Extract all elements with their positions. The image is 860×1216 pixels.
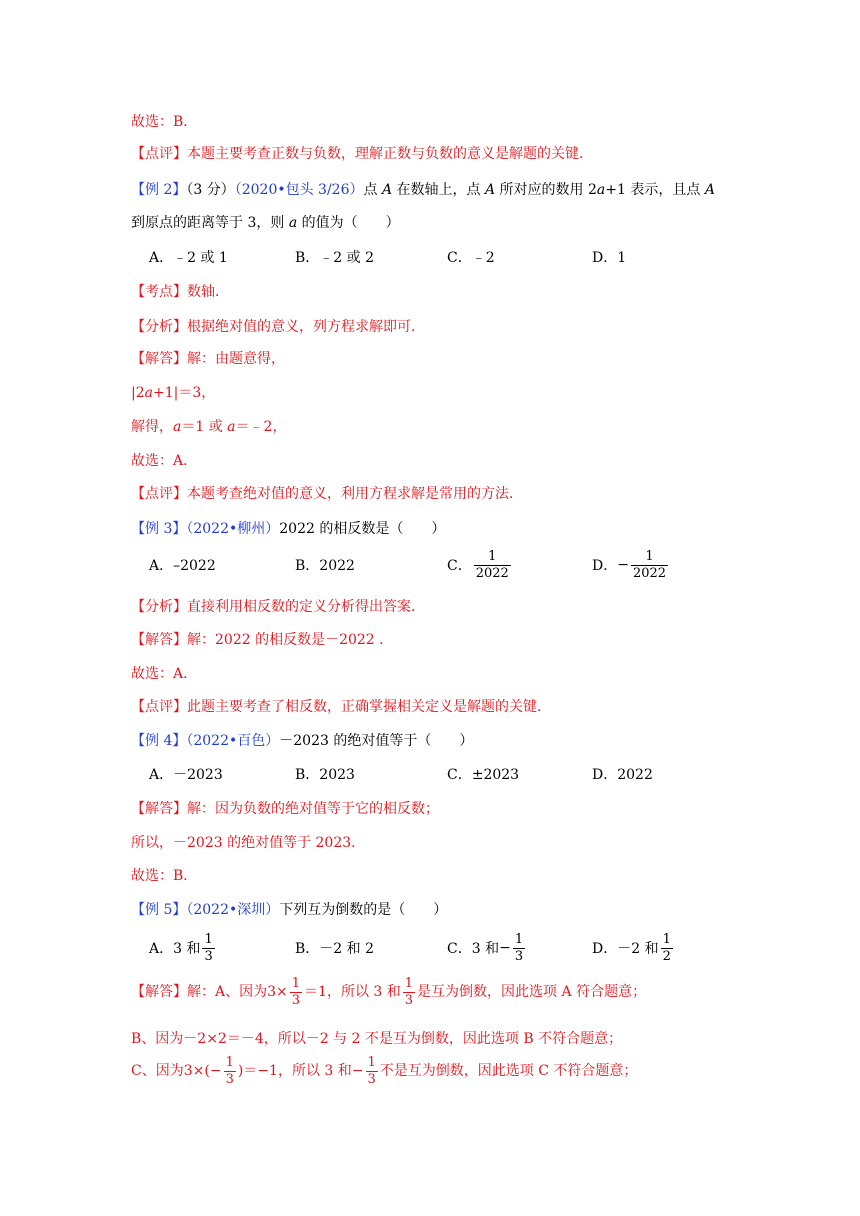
question-text: +1 表示，且点 <box>605 182 705 198</box>
source-label: 2020•包头 3/26 <box>241 182 350 198</box>
variable: A <box>704 182 715 198</box>
fenxi-text: 根据绝对值的意义，列方程求解即可． <box>187 319 425 335</box>
solution-text: 解：A、因为 <box>187 984 268 1000</box>
source-close: ） <box>265 521 280 537</box>
denominator: 3 <box>514 948 524 964</box>
fraction <box>403 976 415 1009</box>
comment-tag: 【点评】 <box>131 146 187 162</box>
question-text: 所对应的数用 2 <box>495 182 597 198</box>
numerator: 1 <box>291 975 301 991</box>
question-text: 到原点的距离等于 3，则 <box>131 215 289 231</box>
example-4-question <box>131 732 473 750</box>
comment-text: 本题主要考查正数与负数，理解正数与负数的意义是解题的关键． <box>187 146 593 162</box>
fraction <box>366 1055 378 1088</box>
question-text: 点 <box>363 182 382 198</box>
jieda-text: 解：2022 的相反数是－2022 ． <box>187 632 394 648</box>
solve-text: ＝﹣2， <box>235 419 287 435</box>
kaodian-tag: 【考点】 <box>131 284 187 300</box>
denominator: 3 <box>204 948 213 964</box>
fenxi-line <box>131 598 425 616</box>
source-open: （ <box>186 521 194 537</box>
numerator: 1 <box>514 931 524 947</box>
option-c: C．±2023 <box>447 767 520 783</box>
option-b: B．﹣2 或 2 <box>295 250 375 266</box>
solution-line: 所以，－2023 的绝对值等于 2023． <box>131 835 366 851</box>
numerator: 1 <box>367 1054 376 1070</box>
dianping-line <box>131 485 523 503</box>
dianping-text: 此题主要考查了相反数，正确掌握相关定义是解题的关键． <box>187 699 551 715</box>
fenxi-tag: 【分析】 <box>131 599 187 615</box>
jieda-text: 解：因为负数的绝对值等于它的相反数； <box>187 801 439 817</box>
source-label: 2022•柳州 <box>193 521 266 537</box>
solution-c-line <box>131 1051 637 1091</box>
variable: a <box>173 419 182 435</box>
fenxi-text: 直接利用相反数的定义分析得出答案． <box>187 599 425 615</box>
solve-text: 解得， <box>131 419 173 435</box>
denominator: 2 <box>662 948 671 964</box>
math-text: ＝1 <box>304 984 327 1000</box>
option-label: A．3 和 <box>149 941 201 957</box>
variable: a <box>144 385 153 401</box>
kaodian-line <box>131 283 229 301</box>
option-c: C．﹣2 <box>447 250 495 266</box>
source-label: 2022•深圳 <box>193 902 266 918</box>
option-d: D．2022 <box>592 767 653 783</box>
solve-text: ＝1 或 <box>181 419 228 435</box>
jieda-tag: 【解答】 <box>131 632 187 648</box>
answer-line: 故选：B． <box>131 868 198 884</box>
option-label: C．3 和 <box>447 941 500 957</box>
source-close: ） <box>265 902 280 918</box>
solution-text: 是互为倒数，因此选项 A 符合题意； <box>417 984 647 1000</box>
minus-sign: − <box>351 1063 364 1079</box>
option-d <box>592 928 675 968</box>
question-text: 2022 的相反数是（ ） <box>279 521 446 537</box>
option-a: A．－2023 <box>149 767 223 783</box>
source-label: 2022•百色 <box>193 733 266 749</box>
option-label: D．－2 和 <box>592 941 659 957</box>
denominator: 2022 <box>632 565 667 581</box>
fenxi-tag: 【分析】 <box>131 319 187 335</box>
score-label: （3 分） <box>186 182 235 198</box>
source-close: ） <box>349 182 364 198</box>
equation-text: |2 <box>131 385 145 401</box>
option-b: B．－2 和 2 <box>295 941 375 957</box>
solution-text: 不是互为倒数，因此选项 C 不符合题意； <box>379 1063 638 1079</box>
minus-sign: − <box>499 940 511 956</box>
example-tag: 【例 5】 <box>131 902 187 918</box>
question-text: －2023 的绝对值等于（ ） <box>279 733 474 749</box>
source-open: （ <box>186 902 194 918</box>
source-close: ） <box>265 733 280 749</box>
solution-text: ，所以 3 和 <box>277 1063 352 1079</box>
example-tag: 【例 4】 <box>131 733 187 749</box>
equation-line <box>131 384 215 402</box>
math-text: 3×(− <box>183 1063 222 1079</box>
example-3-question <box>131 520 445 538</box>
jieda-line <box>131 800 439 818</box>
solve-line <box>131 418 286 436</box>
solution-text: ，所以 3 和 <box>326 984 401 1000</box>
option-a <box>149 928 217 968</box>
example-tag: 【例 3】 <box>131 521 187 537</box>
jieda-tag: 【解答】 <box>131 984 187 1000</box>
fraction <box>202 932 214 965</box>
option-d: D．1 <box>592 250 627 266</box>
fraction <box>661 932 673 965</box>
question-text: 的值为（ ） <box>297 215 400 231</box>
dianping-tag: 【点评】 <box>131 699 187 715</box>
solution-a-line <box>131 972 646 1012</box>
numerator: 1 <box>404 975 414 991</box>
option-label: C． <box>447 558 472 574</box>
option-b: B．2022 <box>295 558 355 574</box>
source-open: （ <box>186 733 194 749</box>
dianping-line <box>131 698 551 716</box>
denominator: 2022 <box>475 565 509 581</box>
jieda-line <box>131 350 285 368</box>
numerator: 1 <box>645 548 654 564</box>
denominator: 3 <box>225 1071 234 1087</box>
solution-b-line: B、因为－2×2＝－4，所以－2 与 2 不是互为倒数，因此选项 B 不符合题意； <box>131 1031 623 1047</box>
fraction <box>290 976 302 1009</box>
denominator: 3 <box>367 1071 376 1087</box>
jieda-text: 解：由题意得， <box>187 351 285 367</box>
solution-text: C、因为 <box>131 1063 184 1079</box>
example-5-question <box>131 901 447 919</box>
answer-line: 故选：A． <box>131 453 198 469</box>
example-2-question <box>131 181 715 199</box>
example-4-options <box>149 754 709 794</box>
comment-line <box>131 145 593 163</box>
option-c <box>447 928 527 968</box>
question-text: 在数轴上，点 <box>392 182 485 198</box>
denominator: 3 <box>404 992 414 1008</box>
fraction <box>224 1055 236 1088</box>
dianping-text: 本题考查绝对值的意义，利用方程求解是常用的方法． <box>187 486 523 502</box>
minus-sign: − <box>617 557 629 573</box>
example-5-options <box>149 928 709 968</box>
numerator: 1 <box>662 931 671 947</box>
example-tag: 【例 2】 <box>131 182 187 198</box>
option-c <box>447 545 513 585</box>
example-2-question-line2 <box>131 214 400 232</box>
fenxi-line <box>131 318 425 336</box>
option-a: A．–2022 <box>149 558 216 574</box>
math-text: )＝−1 <box>237 1063 278 1079</box>
jieda-line <box>131 631 393 649</box>
option-a: A．﹣2 或 1 <box>149 250 228 266</box>
answer-line: 故选：A． <box>131 666 198 682</box>
kaodian-text: 数轴． <box>187 284 229 300</box>
math-text: 3× <box>267 984 288 1000</box>
example-2-options <box>149 237 709 277</box>
option-b: B．2023 <box>295 767 355 783</box>
option-d <box>592 545 670 585</box>
fraction <box>513 932 525 965</box>
variable: a <box>596 182 606 198</box>
fraction <box>474 549 511 582</box>
question-text: 下列互为倒数的是（ ） <box>279 902 448 918</box>
variable: a <box>227 419 236 435</box>
dianping-tag: 【点评】 <box>131 486 187 502</box>
answer-line: 故选：B． <box>131 114 198 130</box>
source-open: （ <box>234 182 242 198</box>
variable: A <box>381 182 393 198</box>
variable: a <box>288 215 298 231</box>
equation-text: +1|＝3， <box>152 385 216 401</box>
numerator: 1 <box>488 548 497 564</box>
jieda-tag: 【解答】 <box>131 801 187 817</box>
fraction <box>631 549 668 582</box>
numerator: 1 <box>204 931 213 947</box>
example-3-options <box>149 545 709 585</box>
numerator: 1 <box>225 1054 234 1070</box>
option-label: D． <box>592 558 618 574</box>
denominator: 3 <box>291 992 301 1008</box>
variable: A <box>484 182 496 198</box>
jieda-tag: 【解答】 <box>131 351 187 367</box>
